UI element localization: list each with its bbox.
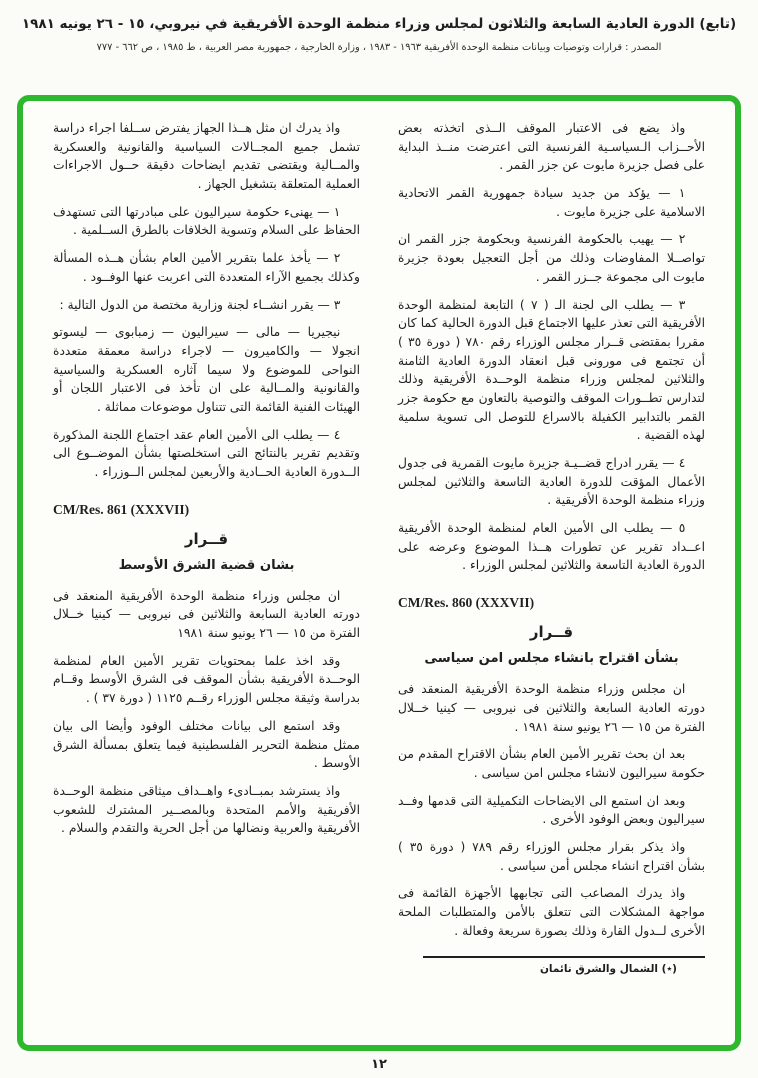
paragraph: ان مجلس وزراء منظمة الوحدة الأفريقية المنعقد فى دورته العادية السابعة والثلاثين فى نيروبى — كينيا خــلال الفترة من ١٥ — ٢٦ يونيو سنة ١٩٨١ . (398, 682, 705, 734)
paragraph: وبعد ان استمع الى الايضاحات التكميلية التى قدمها وفــد سيراليون وبعض الوفود الأخرى . (398, 793, 705, 827)
resolution-title: قــرار (529, 623, 574, 642)
resolution-number: CM/Res. 860 (XXXVII) (398, 595, 535, 611)
paragraph: وقد استمع الى بيانات مختلف الوفود وأيضا الى بيان ممثل منظمة التحرير الفلسطينية فيما يتعلق بمسألة الشرق الأوسط . (53, 718, 360, 771)
paragraph: ٣ — يقرر انشــاء لجنة وزارية مختصة من الدول التالية : (59, 297, 341, 312)
page-number: ١٢ (371, 1057, 387, 1072)
paragraph: ٢ — يأخذ علما بتقرير الأمين العام بشأن هــذه المسألة وكذلك بجميع الآراء المتعددة التى اعربت عنها الوفــود . (53, 251, 360, 284)
footnote (398, 956, 705, 975)
paragraph: واذ يدرك ان مثل هــذا الجهاز يفترض ســلفا اجراء دراسة تشمل جميع المجــالات السياسية والقانونية والعسكرية والمــالية ويقتضى تقديم ايضاحات دقيقة حــول الاجراءات العملية المتعلقة بتشغيل الجهاز . (53, 121, 360, 192)
paragraph: ٣ — يطلب الى لجنة الـ ( ٧ ) التابعة لمنظمة الوحدة الأفريقية التى تعذر عليها الاجتماع قبل الدورة الحالية كما كان مقررا بمقتضى قــرار مجلس الوزراء رقم ٧٨٠ ( دورة ٣٥ ) أن تجتمع فى مورونى قبل انعقاد الدورة العادية الثامنة والثلاثين لمجلس وزراء منظمة الوحــدة الأفريقية وذلك لتدارس تطــورات الموقف والتوصية بالتعاون مع حكومة جزر القمر بالتدابير الكفيلة بالاسراع للتوصل الى تسوية سلمية لهذه القضية . (398, 297, 705, 443)
footnote-rule (423, 956, 705, 958)
paragraph: نيجيريا — مالى — سيراليون — زمبابوى — ليسوتو انجولا — والكاميرون — لاجراء دراسة معمقة متعددة النواحى للموضوع ولا سيما آثاره العسكرية والسياسية والقانونية والمــالية على ان تأخذ فى الاعتبار اللجان أو الهيئات الفنية القائمة التى تتناول موضوعات مماثلة . (53, 325, 360, 414)
paragraph: واذ يذكر بقرار مجلس الوزراء رقم ٧٨٩ ( دورة ٣٥ ) بشأن اقتراح انشاء مجلس أمن سياسى . (398, 839, 705, 873)
paragraph: ٤ — يقرر ادراج قضــيـة جزيرة مايوت القمرية فى جدول الأعمال المؤقت للدورة العادية التاسعة والثلاثين لمجلس وزراء منظمة الوحدة الأفريقية . (398, 456, 705, 508)
document-header (0, 0, 758, 53)
resolution-title: قــرار (184, 529, 229, 548)
paragraph: ١ — يهنىء حكومة سيراليون على مبادرتها التى تستهدف الحفاظ على السلام وتسوية الخلافات بالطرق الســلمية . (53, 204, 360, 238)
paragraph: بعد ان بحث تقرير الأمين العام بشأن الاقتراح المقدم من حكومة سيراليون لانشاء مجلس امن سياسى . (398, 747, 705, 780)
resolution-number: CM/Res. 861 (XXXVII) (53, 501, 190, 517)
column-left (53, 119, 360, 1031)
paragraph: واذ يضع فى الاعتبار الموقف الــذى اتخذته بعض الأحــزاب الـسياسـية الفرنسية التى اعترضت منــذ البداية على فصل جزيرة مايوت عن جزر القمر . (398, 121, 705, 173)
header-source-note: المصدر : قرارات وتوصيات وبيانات منظمة الوحدة الأفريقية ١٩٦٣ - ١٩٨٣ ، وزارة الخارجية ، جمهورية مصر العربية ، ط ١٩٨٥ ، ص ٦٦٢ - ٧٧٧ (96, 42, 662, 53)
paragraph: ان مجلس وزراء منظمة الوحدة الأفريقية المنعقد فى دورته العادية السابعة والثلاثين فى نيروبى — كينيا خــلال الفترة من ١٥ — ٢٦ يونيو سنة ١٩٨١ (53, 588, 360, 641)
two-column-layout (53, 119, 705, 1031)
paragraph: واذ يسترشد بمبــادىء واهــداف ميثاقى منظمة الوحــدة الأفريقية والأمم المتحدة وبالمصــير المشترك للشعوب الأفريقية والعربية ونضالها من أجل الحرية والتقدم والسلام . (53, 783, 360, 836)
paragraph: ١ — يؤكد من جديد سيادة جمهورية القمر الاتحادية الاسلامية على جزيرة مايوت . (398, 186, 705, 219)
resolution-subtitle: بشان قضية الشرق الأوسط (118, 557, 295, 573)
paragraph: وقد اخذ علما بمحتويات تقرير الأمين العام لمنظمة الوحــدة الأفريقية بشأن الموقف فى الشرق الأوسط وقــام بدراسة وثيقة مجلس الوزراء رقــم ١١٢٥ ( دورة ٣٧ ) . (53, 653, 360, 706)
header-title: (تابع) الدورة العادية السابعة والثلاثون لمجلس وزراء منظمة الوحدة الأفريقية في نيروبي، ١٥ - ٢٦ يونيه ١٩٨١ (21, 16, 737, 32)
paragraph: ٢ — يهيب بالحكومة الفرنسية وبحكومة جزر القمر ان تواصــلا المفاوضات وذلك من أجل التعجيل بعودة جزيرة مايوت الى مجموعة جــزر القمر . (398, 232, 705, 284)
paragraph: واذ يدرك المصاعب التى تجابهها الأجهزة القائمة فى مواجهة المشكلات التى تتعلق بالأمن والمتطلبات الملحة الأخرى لــدول القارة وذلك بصورة سريعة وفعالة . (398, 886, 705, 938)
footnote-text: (٭) الشمال والشرق نائمان (539, 963, 677, 976)
paragraph: ٥ — يطلب الى الأمين العام لمنظمة الوحدة الأفريقية اعــداد تقرير عن تطورات هــذا الموضوع وعرضه على الدورة العادية التاسعة والثلاثين لمجلس الوزراء . (398, 521, 705, 573)
resolution-subtitle: بشأن اقتراح بانشاء مجلس امن سياسى (424, 651, 679, 667)
document-frame (17, 95, 741, 1051)
column-right (398, 119, 705, 1031)
paragraph: ٤ — يطلب الى الأمين العام عقد اجتماع اللجنة المذكورة وتقديم تقرير بالنتائج التى استخلصتها بشأن الموضــوع الى الــدورة العادية الحــادية والأربعين لمجلس الــوزراء . (53, 427, 360, 479)
